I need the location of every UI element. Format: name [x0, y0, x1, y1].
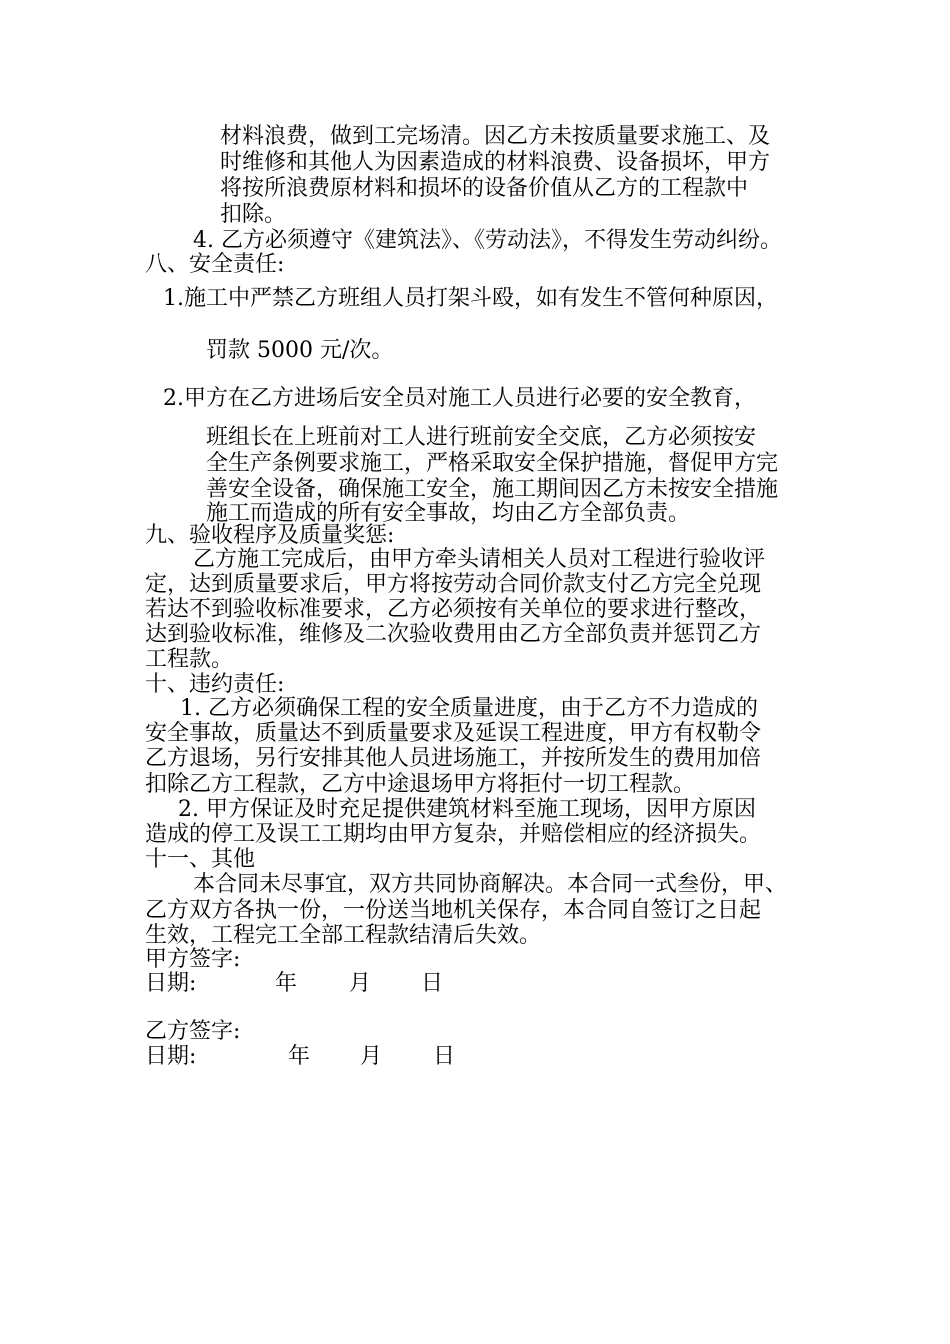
- section11-heading: 十一、其他: [145, 847, 256, 872]
- party-a-date-label: 日期:: [145, 971, 197, 996]
- section9-line1: 乙方施工完成后，由甲方牵头请相关人员对工程进行验收评: [193, 547, 766, 572]
- section10-item1-line1: 1. 乙方必须确保工程的安全质量进度，由于乙方不力造成的: [180, 696, 758, 721]
- section8-item2-line4: 善安全设备，确保施工安全，施工期间因乙方未按安全措施: [206, 477, 779, 502]
- section8-item2-line2: 班组长在上班前对工人进行班前安全交底，乙方必须按安: [206, 425, 757, 450]
- party-b-signature-label: 乙方签字:: [145, 1019, 241, 1044]
- party-a-date-year: 年: [275, 971, 298, 996]
- section7-item3-line4: 扣除。: [220, 202, 287, 227]
- party-b-date-day: 日: [433, 1044, 456, 1069]
- section10-item2-line1: 2. 甲方保证及时充足提供建筑材料至施工现场，因甲方原因: [178, 797, 756, 822]
- section10-heading: 十、违约责任:: [145, 672, 285, 697]
- section7-item4: 4. 乙方必须遵守《建筑法》、《劳动法》，不得发生劳动纠纷。: [193, 228, 782, 253]
- party-b-date-month: 月: [360, 1044, 383, 1069]
- section9-line3: 若达不到验收标准要求，乙方必须按有关单位的要求进行整改，: [145, 597, 762, 622]
- section7-item3-line2: 时维修和其他人为因素造成的材料浪费、设备损坏，甲方: [220, 150, 771, 175]
- party-a-date-day: 日: [421, 971, 444, 996]
- section10-item2-line2: 造成的停工及误工工期均由甲方复杂，并赔偿相应的经济损失。: [145, 822, 762, 847]
- section9-heading: 九、验收程序及质量奖惩:: [145, 523, 395, 548]
- section8-item1-line1: 1.施工中严禁乙方班组人员打架斗殴，如有发生不管何种原因，: [163, 286, 778, 311]
- section10-item1-line3: 乙方退场，另行安排其他人员进场施工，并按所发生的费用加倍: [145, 746, 762, 771]
- section8-heading: 八、安全责任:: [145, 252, 285, 277]
- section9-line2: 定，达到质量要求后，甲方将按劳动合同价款支付乙方完全兑现: [145, 572, 762, 597]
- section11-line2: 乙方双方各执一份，一份送当地机关保存，本合同自签订之日起: [145, 898, 762, 923]
- section7-item3-line1: 材料浪费，做到工完场清。因乙方未按质量要求施工、及: [220, 124, 771, 149]
- section9-line4: 达到验收标准，维修及二次验收费用由乙方全部负责并惩罚乙方: [145, 622, 762, 647]
- party-b-date-year: 年: [288, 1044, 311, 1069]
- section8-item2-line3: 全生产条例要求施工，严格采取安全保护措施，督促甲方完: [206, 451, 779, 476]
- section7-item3-line3: 将按所浪费原材料和损坏的设备价值从乙方的工程款中: [220, 176, 749, 201]
- party-a-date-month: 月: [349, 971, 372, 996]
- section11-line1: 本合同未尽事宜，双方共同协商解决。本合同一式叁份，甲、: [193, 872, 788, 897]
- section10-item1-line4: 扣除乙方工程款，乙方中途退场甲方将拒付一切工程款。: [145, 772, 696, 797]
- party-b-date-label: 日期:: [145, 1044, 197, 1069]
- section8-item1-line2: 罚款 5000 元/次。: [206, 338, 394, 363]
- party-a-signature-label: 甲方签字:: [145, 947, 241, 972]
- section10-item1-line2: 安全事故，质量达不到质量要求及延误工程进度，甲方有权勒令: [145, 721, 762, 746]
- section11-line3: 生效，工程完工全部工程款结清后失效。: [145, 923, 542, 948]
- section8-item2-line1: 2.甲方在乙方进场后安全员对施工人员进行必要的安全教育，: [163, 386, 756, 411]
- section8-item2-line5: 施工而造成的所有安全事故，均由乙方全部负责。: [206, 501, 691, 526]
- section9-line5: 工程款。: [145, 647, 234, 672]
